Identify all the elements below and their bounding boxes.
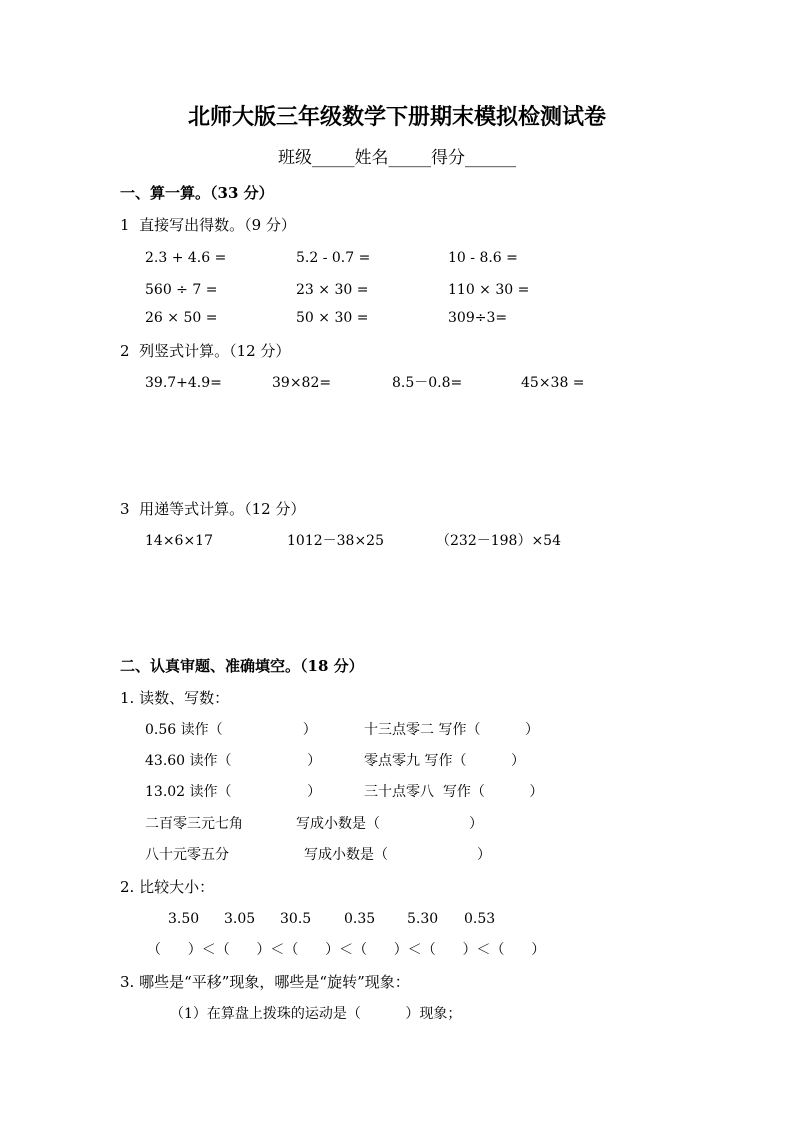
section-1-heading: 一、算一算。（33 分） <box>120 184 274 202</box>
s2-q2-number-5: 5.30 <box>407 911 439 927</box>
s1-q3-item-3: （232－198）×54 <box>436 533 561 549</box>
s2-q2-number-1: 3.50 <box>168 911 200 927</box>
s2-q2-number-6: 0.53 <box>464 911 496 927</box>
s2-q2-number-3: 30.5 <box>280 911 312 927</box>
s1-q2-label: 2 列竖式计算。（12 分） <box>120 342 291 360</box>
s2-q1-convert-2-blank: 写成小数是（ ） <box>304 847 492 863</box>
s2-q1-convert-1-blank: 写成小数是（ ） <box>296 816 484 832</box>
s2-q2-label: 2. 比较大小： <box>120 878 215 896</box>
s1-q1-r1-c3: 10 - 8.6 = <box>448 250 518 266</box>
s1-q2-item-1: 39.7+4.9= <box>145 375 222 391</box>
s2-q3-label: 3. 哪些是“平移”现象，哪些是“旋转”现象： <box>120 973 410 991</box>
s1-q1-r3-c3: 309÷3= <box>448 310 508 326</box>
s2-q1-convert-1-amount: 二百零三元七角 <box>145 816 243 832</box>
student-info-line: 班级_____姓名_____得分______ <box>278 148 516 168</box>
s1-q1-r2-c1: 560 ÷ 7 = <box>145 282 218 298</box>
s2-q1-r1-write: 十三点零二 写作（ ） <box>364 722 539 738</box>
s2-q2-number-2: 3.05 <box>224 911 256 927</box>
s2-q1-r3-write: 三十点零八 写作（ ） <box>364 784 544 800</box>
s1-q1-r1-c2: 5.2 - 0.7 = <box>296 250 371 266</box>
s2-q2-comparison-blanks: （ ）＜（ ）＜（ ）＜（ ）＜（ ）＜（ ） <box>147 942 546 958</box>
s1-q1-r3-c1: 26 × 50 = <box>145 310 218 326</box>
s1-q1-r2-c3: 110 × 30 = <box>448 282 530 298</box>
s2-q1-r3-read: 13.02 读作（ ） <box>145 784 322 800</box>
s1-q1-label: 1 直接写出得数。（9 分） <box>120 216 296 234</box>
s1-q1-r1-c1: 2.3 + 4.6 = <box>145 250 227 266</box>
s1-q2-item-4: 45×38 = <box>521 375 585 391</box>
s1-q3-item-2: 1012－38×25 <box>287 533 384 549</box>
page-title: 北师大版三年级数学下册期末模拟检测试卷 <box>187 104 606 130</box>
s1-q3-label: 3 用递等式计算。（12 分） <box>120 500 306 518</box>
s1-q1-r3-c2: 50 × 30 = <box>296 310 369 326</box>
s2-q1-r2-read: 43.60 读作（ ） <box>145 753 322 769</box>
s2-q1-label: 1. 读数、写数： <box>120 689 230 707</box>
s2-q1-convert-2-amount: 八十元零五分 <box>145 847 229 863</box>
s1-q3-item-1: 14×6×17 <box>145 533 213 549</box>
section-2-heading: 二、认真审题、准确填空。（18 分） <box>120 657 364 675</box>
s1-q1-r2-c2: 23 × 30 = <box>296 282 369 298</box>
s2-q1-r2-write: 零点零九 写作（ ） <box>364 753 525 769</box>
s2-q1-r1-read: 0.56 读作（ ） <box>145 722 317 738</box>
s1-q2-item-2: 39×82= <box>272 375 332 391</box>
s2-q3-sub-1: （1）在算盘上拨珠的运动是（ ）现象； <box>170 1006 462 1022</box>
s2-q2-number-4: 0.35 <box>344 911 376 927</box>
s1-q2-item-3: 8.5－0.8= <box>392 375 463 391</box>
